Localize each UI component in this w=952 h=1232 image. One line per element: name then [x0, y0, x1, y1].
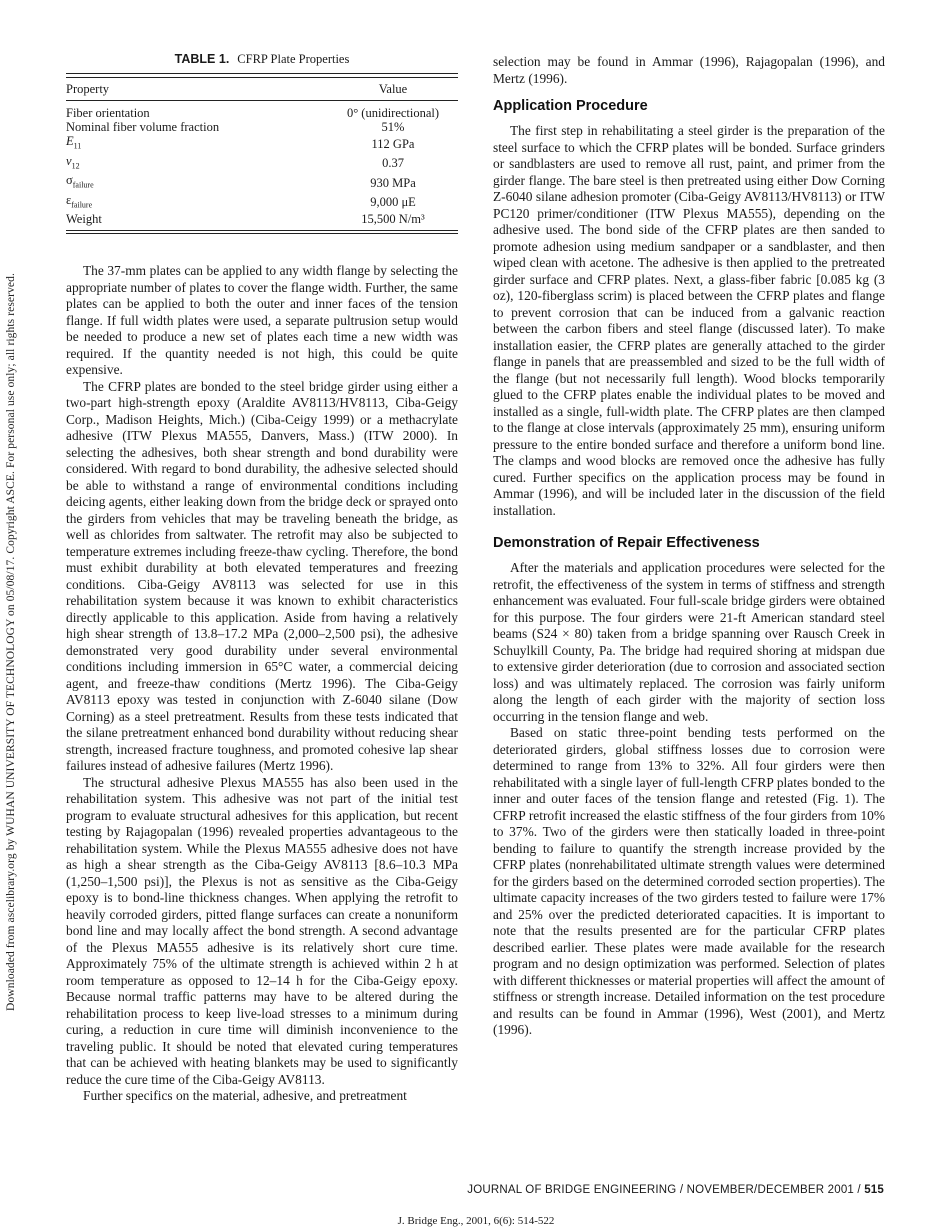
property-name: Fiber orientation	[66, 106, 150, 120]
property-value: 0° (unidirectional)	[346, 106, 440, 120]
property-value: 15,500 N/m³	[361, 212, 425, 226]
table-row	[66, 193, 458, 213]
table-row	[66, 120, 458, 134]
citation-footer: J. Bridge Eng., 2001, 6(6): 514-522	[397, 1215, 555, 1227]
property-value: 51%	[381, 120, 405, 134]
paragraph: The CFRP plates are bonded to the steel bridge girder using either a two-part high-strength epoxy (Araldite AV8113/HV8113, Ciba-Geigy Corp., Madison Heights, Mich.) (Ciba-Ceigy 1999) or a methacrylate adhesive (ITW Plexus MA555, Danvers, Mass.) (ITW 2000). In selecting the adhesives, both shear strength and bond durability were considered. With regard to bond durability, the adhesive selected should be able to withstand a range of environmental conditions including deicing agents, either leaking down from the bridge deck or sprayed onto the girders from vehicles that may be traveling beneath the bridge, as well as chlorides from saltwater. The retrofit may also be subjected to temperature extremes including freeze-thaw cycling. Therefore, the bond must exhibit durability at both elevated temperatures and freezing conditions. Ciba-Geigy AV8113 was selected for use in this rehabilitation system because it was known to exhibit characteristics directly applicable to this application. Aside from having a relatively high shear strength of 13.8–17.2 MPa (2,000–2,500 psi), the adhesive demonstrated very good durability under several environmental conditions including immersion in 65°C water, a commercial deicing agent, and freeze-thaw conditions (Mertz 1996). The Ciba-Geigy AV8113 epoxy was tested in conjunction with Z-6040 silane (Dow Corning) as a steel pretreatment. Results from these tests indicated that the silane pretreatment enhanced bond durability without reducing shear strength, increased fracture toughness, and promoted cohesive lap shear failures instead of adhesive failures (Mertz 1996).	[66, 378, 458, 773]
paragraph: The 37-mm plates can be applied to any width flange by selecting the appropriate number of plates to cover the flange width. Further, the same plates can be applied to both the outer and inner faces of the tension flange. If full width plates were used, a separate pultrusion setup would be needed to produce a new set of plates each time a new width was required. If the quantity needed is not high, this could be quite expensive.	[66, 263, 458, 377]
table-header-row	[66, 78, 458, 101]
paragraph: Further specifics on the material, adhesive, and pretreatment	[83, 1088, 407, 1103]
paragraph: The structural adhesive Plexus MA555 has also been used in the rehabilitation system. This adhesive was not part of the initial test program to evaluate structural adhesives for this application, but recent testing by Rajagopalan (1996) revealed properties advantageous to the rehabilitation system. While the Plexus MA555 adhesive does not have as high a shear strength as the Ciba-Geigy AV8113 [8.6–10.3 MPa (1,250–1,500 psi)], the Plexus is not as sensitive as the Ciba-Geigy epoxy is to bond-line thickness changes. When applying the retrofit to heavily corroded girders, pitted flange surfaces can create a nonuniform bond line and may locally affect the bond strength. A second advantage of the Plexus MA555 adhesive is its relatively short cure time. Approximately 75% of the ultimate strength is achieved within 2 h at room temperature as opposed to 12–14 h for the Ciba-Geigy epoxy. Because normal traffic patterns may have to be altered during the rehabilitation process to keep live-load stresses to a minimum during curing, a reduction in cure time will diminish inconvenience to the traveling public. It should be noted that elevated curing temperatures that can be achieved with heating blankets may be used to significantly reduce the cure time of the Ciba-Geigy AV8113.	[66, 774, 458, 1087]
property-name: Nominal fiber volume fraction	[66, 120, 220, 134]
table-row	[66, 212, 458, 230]
download-watermark	[2, 52, 20, 1232]
table-row	[66, 173, 458, 193]
left-column	[66, 52, 458, 1105]
page-number: 515	[864, 1184, 884, 1196]
section-heading: Demonstration of Repair Effectiveness	[493, 535, 760, 551]
property-name: Weight	[66, 212, 102, 226]
property-symbol: $\nu_{12}$	[66, 153, 80, 170]
property-symbol: $\sigma_{failure}$	[66, 173, 94, 190]
journal-footer	[420, 1184, 884, 1196]
properties-table	[66, 77, 458, 230]
table-title: CFRP Plate Properties	[237, 52, 350, 66]
property-value: 112 GPa	[371, 136, 415, 151]
section-heading: Application Procedure	[493, 98, 648, 114]
property-value: 930 MPa	[370, 175, 416, 190]
table-row	[66, 101, 458, 121]
paragraph: After the materials and application procedures were selected for the retrofit, the effectiveness of the system in terms of stiffness and strength enhancement was evaluated. Four full-scale bridge girders were obtained for this purpose. The four girders were 21-ft American standard steel beams (S24 × 80) taken from a bridge spanning over Rausch Creek in Schuylkill County, Pa. The bridge had required shoring at midspan due to extensive girder deterioration (due to corrosion and associated section loss) and was ultimately replaced. The corrosion was fairly uniform along the length of each girder with the majority of section loss occurring in the tension flange and web.	[493, 560, 885, 724]
header-value: Value	[378, 82, 408, 96]
table-row	[66, 154, 458, 174]
header-property: Property	[66, 82, 110, 96]
paragraph: selection may be found in Ammar (1996), Rajagopalan (1996), and Mertz (1996).	[493, 54, 885, 86]
paragraph: The first step in rehabilitating a steel girder is the preparation of the steel surface to which the CFRP plates will be bonded. Surface grinders or sandblasters are used to remove all rust, paint, and primer from the girder flange. The bare steel is then pretreated using either Dow Corning Z-6040 silane adhesion promoter (Ciba-Geigy AV8113/HV8113) or ITW PC120 primer/conditioner (ITW Plexus MA555), depending on the adhesive used. The bond side of the CFRP plates are then sanded to promote adhesion using medium sandpaper or a sandblaster, and then wiped clean with acetone. The adhesive is then applied to the pretreated girder surface and CFRP plates. Next, a glass-fiber fabric [0.085 kg (3 oz), 120-fiberglass scrim) is placed between the CFRP plates and flange to prevent corrosion that can be induced from a galvanic reaction between the carbon fibers and steel flange (discussed later). To make installation easier, the CFRP plates are generally attached to the girder flange in panels that are preassembled and sized to be the full width of the flange (but not necessarily full length). Wood blocks temporarily glued to the CFRP plates enable the individual plates to be moved and installed as a single, full-width plate. The CFRP plates are then clamped to the flange at close intervals (approximately 25 mm), ensuring uniform pressure to the entire bonded surface and therefore a uniform bond line. The clamps and wood blocks are removed once the adhesive has fully cured. Further specifics on the application process may be found in Ammar (1996), and will be included later in the discussion of the field installation.	[493, 123, 885, 518]
right-column	[493, 52, 885, 1039]
table-row	[66, 134, 458, 154]
download-watermark-text: Downloaded from ascelibrary.org by WUHAN UNIVERSITY OF TECHNOLOGY on 05/08/17. Copyright ASCE. For personal use only; all rights reserved.	[5, 273, 18, 1011]
journal-name: JOURNAL OF BRIDGE ENGINEERING / NOVEMBER/DECEMBER 2001 /	[467, 1184, 861, 1196]
property-symbol: $\varepsilon_{failure}$	[66, 192, 93, 209]
paragraph: Based on static three-point bending tests performed on the deteriorated girders, global stiffness losses due to corrosion were determined to range from 13% to 32%. All four girders were then rehabilitated with a single layer of full-length CFRP plates bonded to the inner and outer faces of the tension flange and retested (Fig. 1). The CFRP retrofit increased the elastic stiffness of the four girders from 10% to 37%. Two of the girders were then statically loaded in three-point bending to failure to quantify the strength increase provided by the CFRP plates (nonrehabilitated ultimate strength values were determined for the girders based on the determined corroded section properties). The ultimate capacity increases of the two girders tested to failure were 17% and 25% over the predicted deteriorated capacities. It is important to note that the results presented are for the particular CFRP plates described earlier. These plates were made available for the research program and no design optimization was performed. Selection of plates with different thicknesses or material properties will affect the amount of stiffness or strength increase. Detailed information on the test procedure and results can be found in Ammar (1996), West (2001), and Mertz (1996).	[493, 725, 885, 1037]
property-value: 0.37	[382, 156, 404, 171]
property-value: 9,000 μE	[370, 195, 416, 210]
property-symbol: $E_{11}$	[66, 134, 82, 151]
table-caption	[66, 52, 458, 67]
table-label: TABLE 1.	[174, 52, 230, 66]
